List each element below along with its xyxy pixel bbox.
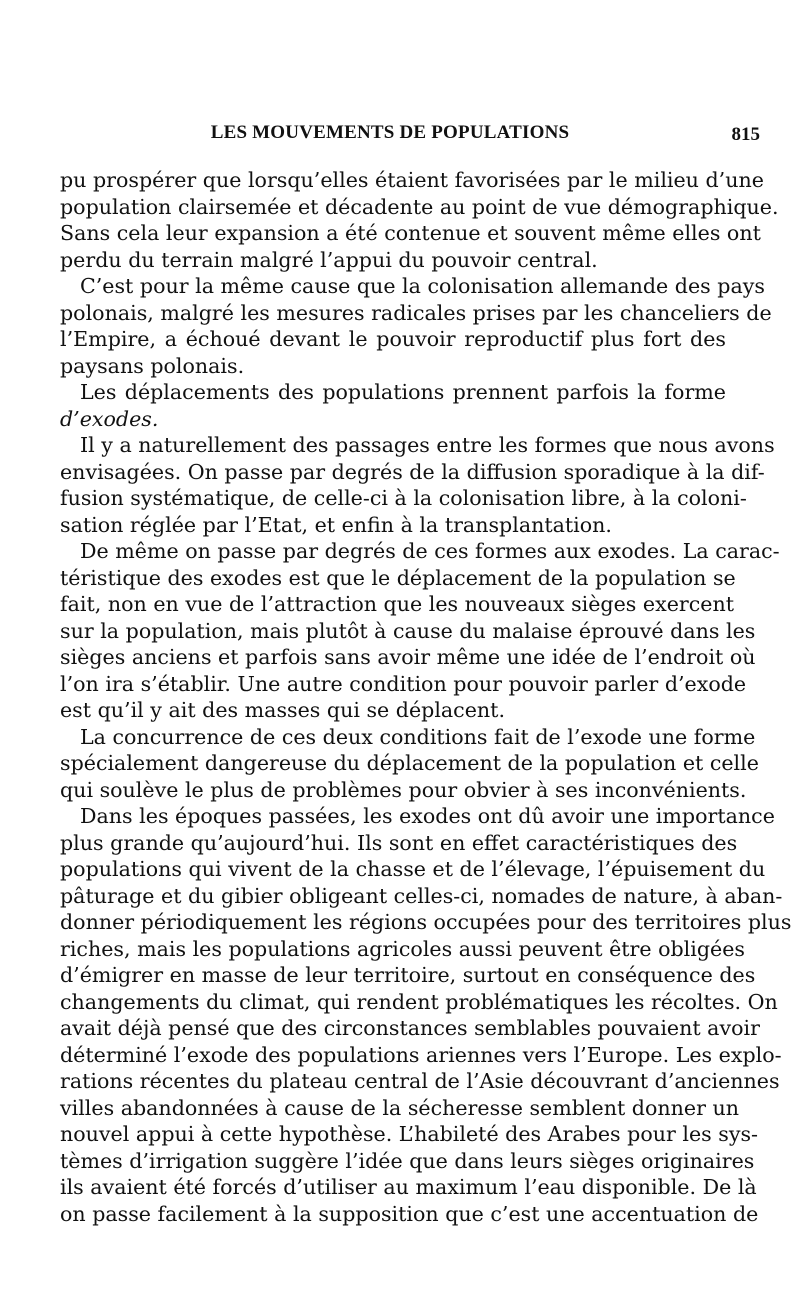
text-line: riches, mais les populations agricoles aussi peuvent être obligées (60, 936, 745, 961)
text-line: avait déjà pensé que des circonstances semblables pouvaient avoir (60, 1016, 760, 1040)
text-line: déterminé l’exode des populations ariennes vers l’Europe. Les explo- (60, 1042, 782, 1067)
text-line: paysans polonais. (60, 353, 245, 378)
text-line: ils avaient été forcés d’utiliser au maximum l’eau disponible. De là (60, 1175, 757, 1199)
text-line: sièges anciens et parfois sans avoir même une idée de l’endroit où (60, 645, 756, 669)
text-line: Sans cela leur expansion a été contenue et souvent même elles ont (60, 221, 761, 245)
text-line: envisagées. On passe par degrés de la diffusion sporadique à la dif- (60, 459, 765, 484)
text-line: perdu du terrain malgré l’appui du pouvoir central. (60, 247, 598, 272)
text-line: changements du climat, qui rendent problématiques les récoltes. On (60, 989, 778, 1014)
text-line: Il y a naturellement des passages entre les formes que nous avons (80, 433, 775, 457)
text-line: téristique des exodes est que le déplacement de la population se (60, 565, 736, 590)
text-line: on passe facilement à la supposition que c’est une accentuation de (60, 1201, 759, 1226)
text-line: nouvel appui à cette hypothèse. L’habileté des Arabes pour les sys- (60, 1122, 758, 1146)
text-line: plus grande qu’aujourd’hui. Ils sont en effet caractéristiques des (60, 830, 738, 855)
text-line: d’émigrer en masse de leur territoire, surtout en conséquence des (60, 963, 756, 987)
text-line: spécialement dangereuse du déplacement de la population et celle (60, 751, 759, 775)
text-line: rations récentes du plateau central de l’Asie découvrant d’anciennes (60, 1069, 780, 1093)
text-line: pâturage et du gibier obligeant celles-ci, nomades de nature, à aban- (60, 883, 783, 908)
text-line: d’exodes. (60, 406, 159, 431)
text-line: fait, non en vue de l’attraction que les nouveaux sièges exercent (60, 592, 734, 616)
text-line: sur la population, mais plutôt à cause du malaise éprouvé dans les (60, 618, 756, 643)
text-line: populations qui vivent de la chasse et de l’élevage, l’épuisement du (60, 857, 766, 881)
text-line: donner périodiquement les régions occupées pour des territoires plus (60, 910, 792, 934)
text-line: l’Empire, a échoué devant le pouvoir reproductif plus fort des (60, 327, 726, 351)
text-line: Dans les époques passées, les exodes ont dû avoir une importance (80, 804, 775, 828)
text-line: fusion systématique, de celle-ci à la colonisation libre, à la coloni- (60, 486, 747, 510)
text-line: sation réglée par l’Etat, et enfin à la transplantation. (60, 512, 612, 537)
page-number: 815 (731, 124, 760, 145)
text-line: Les déplacements des populations prennent parfois la forme (80, 380, 726, 404)
text-line: tèmes d’irrigation suggère l’idée que dans leurs sièges originaires (60, 1148, 755, 1173)
text-line: C’est pour la même cause que la colonisation allemande des pays (80, 274, 765, 298)
text-line: villes abandonnées à cause de la sécheresse semblent donner un (60, 1095, 740, 1120)
running-title: LES MOUVEMENTS DE POPULATIONS (210, 122, 570, 143)
text-line: l’on ira s’établir. Une autre condition pour pouvoir parler d’exode (60, 671, 747, 696)
text-line: est qu’il y ait des masses qui se déplacent. (60, 698, 505, 722)
text-line: pu prospérer que lorsqu’elles étaient favorisées par le milieu d’une (60, 168, 764, 192)
text-line: qui soulève le plus de problèmes pour obvier à ses inconvénients. (60, 777, 747, 802)
text-line: population clairsemée et décadente au point de vue démographique. (60, 194, 779, 219)
text-line: polonais, malgré les mesures radicales prises par les chanceliers de (60, 300, 772, 325)
body-text (60, 167, 792, 1227)
text-line: De même on passe par degrés de ces formes aux exodes. La carac- (80, 539, 780, 563)
text-line: La concurrence de ces deux conditions fait de l’exode une forme (80, 724, 756, 749)
